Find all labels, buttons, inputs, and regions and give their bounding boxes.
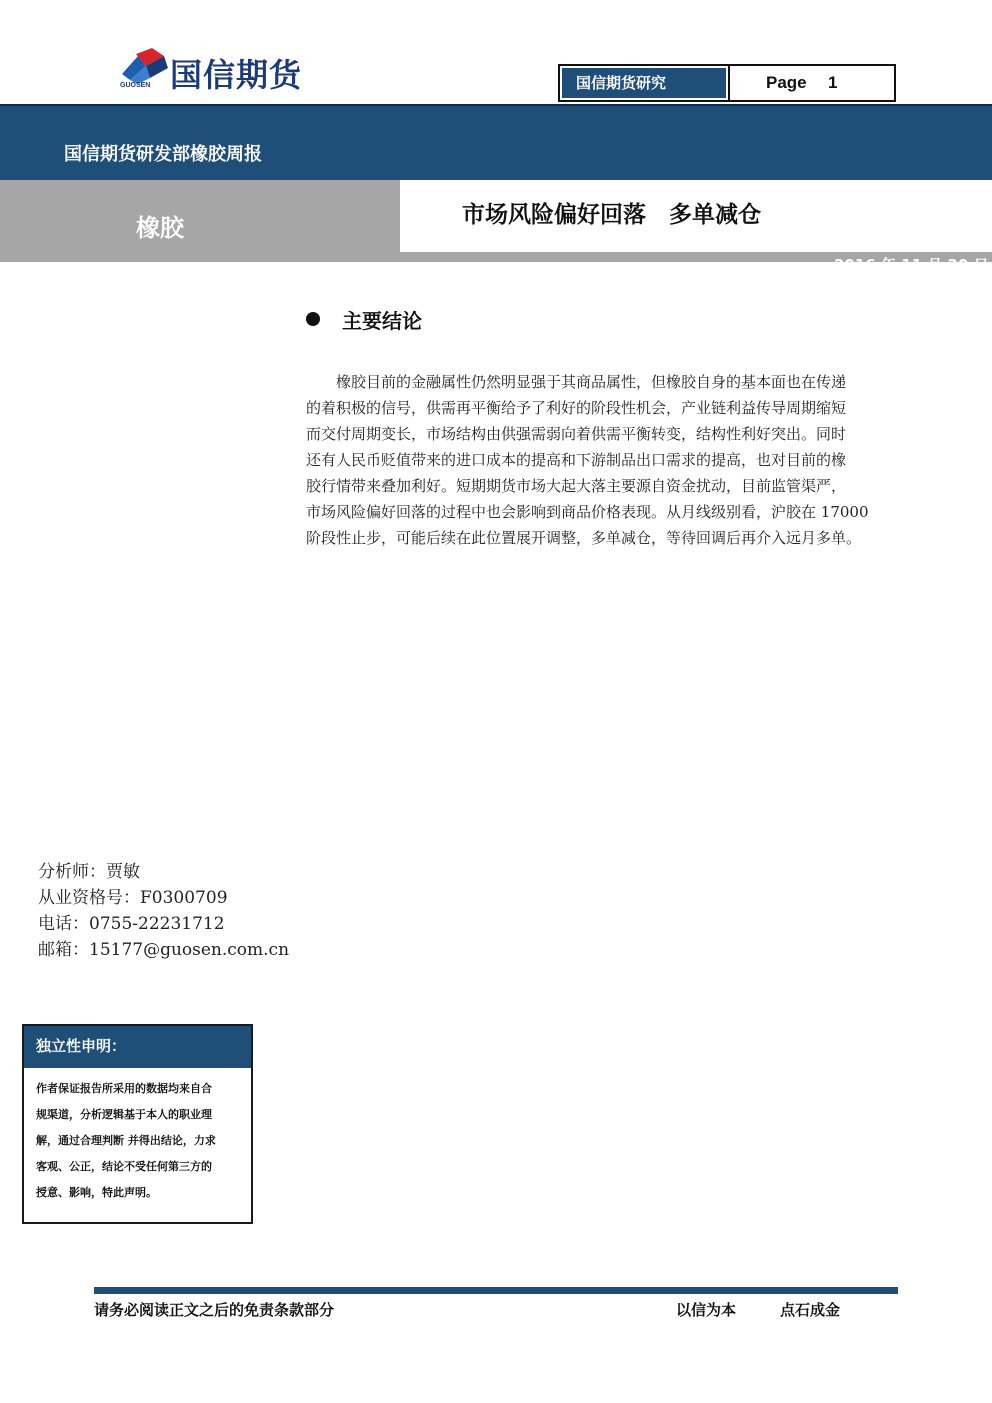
independence-title: 独立性申明： [24, 1026, 251, 1068]
body-line: 橡胶目前的金融属性仍然明显强于其商品属性，但橡胶自身的基本面也在传递 [306, 373, 847, 391]
footer-divider [94, 1287, 898, 1294]
category-label: 橡胶 [136, 214, 184, 242]
logo-wordmark: 国信期货 [170, 56, 303, 94]
company-logo [112, 46, 352, 96]
page-number: 1 [828, 73, 838, 92]
report-series-title: 国信期货研发部橡胶周报 [64, 144, 262, 165]
analyst-license: 从业资格号：F0300709 [38, 888, 228, 908]
body-line: 市场风险偏好回落的过程中也会影响到商品价格表现。从月线级别看，沪胶在 17000 [306, 503, 869, 521]
motto-second: 点石成金 [780, 1301, 841, 1319]
statement-line: 作者保证报告所采用的数据均来自合 [36, 1082, 212, 1095]
statement-line: 规渠道，分析逻辑基于本人的职业理 [36, 1108, 212, 1121]
title-banner [0, 104, 992, 180]
body-line: 阶段性止步，可能后续在此位置展开调整，多单减仓，等待回调后再介入远月多单。 [306, 529, 862, 547]
statement-line: 授意、影响，特此声明。 [36, 1186, 157, 1199]
body-line: 的着积极的信号，供需再平衡给予了利好的阶段性机会，产业链利益传导周期缩短 [306, 399, 847, 417]
analyst-phone: 电话：0755-22231712 [38, 914, 225, 934]
header-section-label: 国信期货研究 [562, 68, 726, 98]
statement-line: 客观、公正，结论不受任何第三方的 [36, 1160, 212, 1173]
statement-line: 解，通过合理判断 并得出结论，力求 [36, 1134, 216, 1147]
bullet-icon [306, 312, 320, 326]
independence-body [36, 1076, 246, 1206]
report-date: 2016 年 11 月 20 日 [834, 256, 989, 274]
body-line: 胶行情带来叠加利好。短期期货市场大起大落主要源自资金扰动，目前监管渠严， [306, 477, 847, 495]
body-line: 还有人民币贬值带来的进口成本的提高和下游制品出口需求的提高，也对目前的橡 [306, 451, 847, 469]
independence-statement [22, 1024, 253, 1224]
category-block [0, 180, 400, 262]
header-box [558, 64, 896, 102]
logo-subtext: GUOSEN [120, 82, 151, 89]
body-line: 而交付周期变长，市场结构由供强需弱向着供需平衡转变，结构性利好突出。同时 [306, 425, 847, 443]
header-divider [728, 66, 730, 100]
conclusion-body [306, 369, 932, 551]
analyst-name: 分析师：贾敏 [38, 862, 140, 882]
analyst-email[interactable]: 邮箱：15177@guosen.com.cn [38, 940, 290, 960]
report-headline: 市场风险偏好回落 多单减仓 [462, 202, 761, 228]
page-label: Page [766, 73, 807, 92]
disclaimer-notice: 请务必阅读正文之后的免责条款部分 [94, 1301, 335, 1319]
analyst-info [38, 859, 289, 963]
conclusion-title: 主要结论 [342, 309, 422, 333]
motto-first: 以信为本 [676, 1301, 737, 1319]
